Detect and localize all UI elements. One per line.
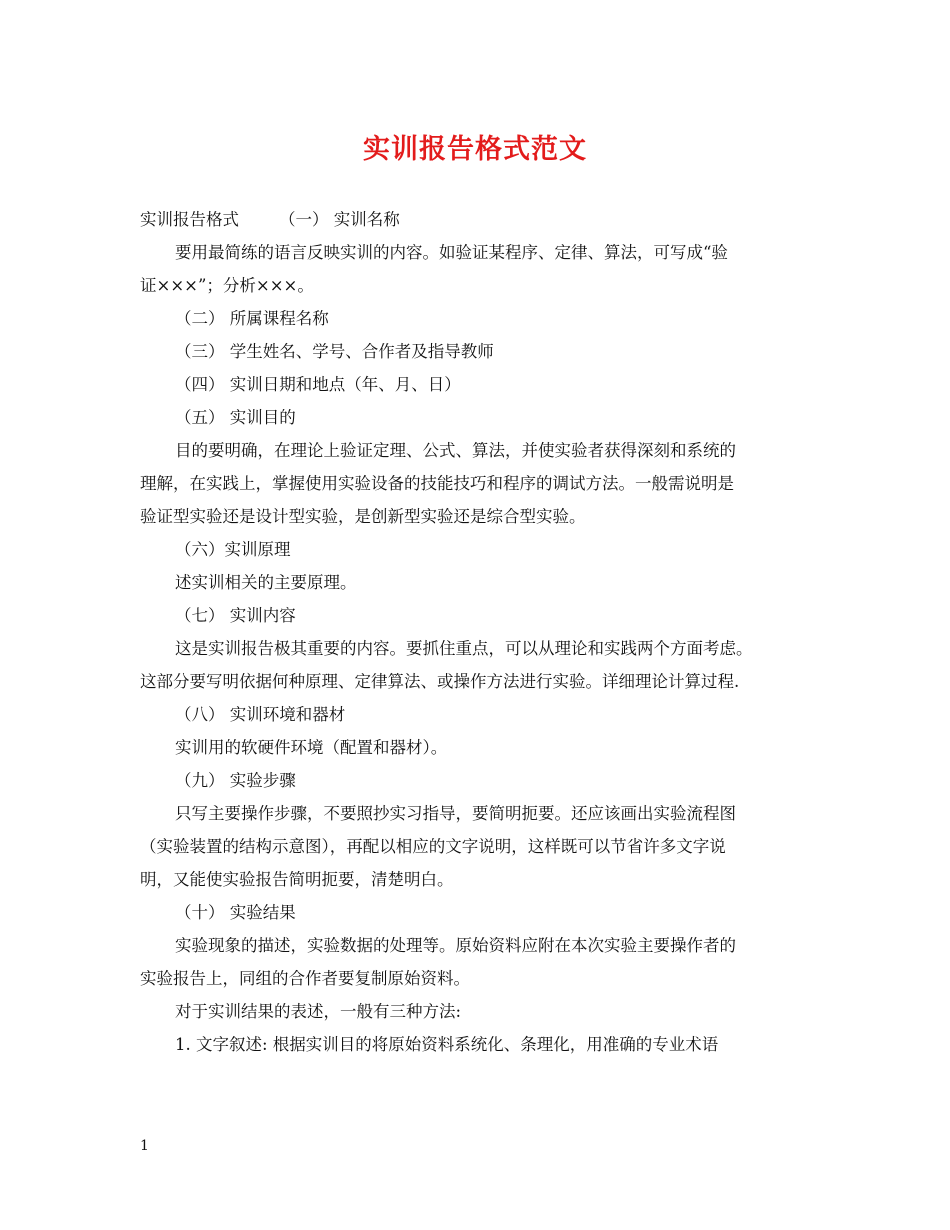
body-line-17: 实训用的软硬件环境（配置和器材）。 [175, 738, 448, 757]
body-line-3: 证×××”；分析×××。 [140, 276, 314, 295]
body-line-8: 目的要明确，在理论上验证定理、公式、算法，并使实验者获得深刻和系统的 [175, 441, 736, 460]
body-line-14: 这是实训报告极其重要的内容。要抓住重点，可以从理论和实践两个方面考虑。 [175, 639, 753, 658]
document-body [140, 203, 820, 1061]
page-number: 1 [140, 1138, 149, 1154]
section-heading-10: （十） 实验结果 [175, 903, 296, 922]
body-line-21: 明，又能使实验报告简明扼要，清楚明白。 [140, 870, 454, 889]
body-line-26: 1. 文字叙述: 根据实训目的将原始资料系统化、条理化，用准确的专业术语 [175, 1035, 719, 1054]
section-heading-7: （七） 实训内容 [175, 606, 296, 625]
body-line-20: （实验装置的结构示意图），再配以相应的文字说明，这样既可以节省许多文字说 [140, 837, 726, 856]
body-line-24: 实验报告上，同组的合作者要复制原始资料。 [140, 969, 470, 988]
body-line-1 [140, 203, 820, 236]
section-heading-3: （三） 学生姓名、学号、合作者及指导教师 [175, 342, 494, 361]
body-line-9: 理解，在实践上，掌握使用实验设备的技能技巧和程序的调试方法。一般需说明是 [140, 474, 734, 493]
document-title: 实训报告格式范文 [363, 134, 587, 165]
body-line-23: 实验现象的描述，实验数据的处理等。原始资料应附在本次实验主要操作者的 [175, 936, 736, 955]
section-heading-6: （六）实训原理 [175, 540, 291, 559]
section-label: 实训报告格式 [140, 210, 239, 229]
section-heading-5: （五） 实训目的 [175, 408, 296, 427]
section-heading-4: （四） 实训日期和地点（年、月、日） [175, 375, 461, 394]
section-heading-1: （一） 实训名称 [279, 210, 400, 229]
body-line-25: 对于实训结果的表述，一般有三种方法: [175, 1002, 462, 1021]
section-heading-8: （八） 实训环境和器材 [175, 705, 346, 724]
section-heading-2: （二） 所属课程名称 [175, 309, 329, 328]
body-line-10: 验证型实验还是设计型实验，是创新型实验还是综合型实验。 [140, 507, 586, 526]
body-line-2: 要用最简练的语言反映实训的内容。如验证某程序、定律、算法，可写成“验 [175, 243, 728, 262]
section-heading-9: （九） 实验步骤 [175, 771, 296, 790]
body-line-12: 述实训相关的主要原理。 [175, 573, 357, 592]
body-line-19: 只写主要操作步骤，不要照抄实习指导，要简明扼要。还应该画出实验流程图 [175, 804, 736, 823]
body-line-15: 这部分要写明依据何种原理、定律算法、或操作方法进行实验。详细理论计算过程. [140, 672, 740, 691]
